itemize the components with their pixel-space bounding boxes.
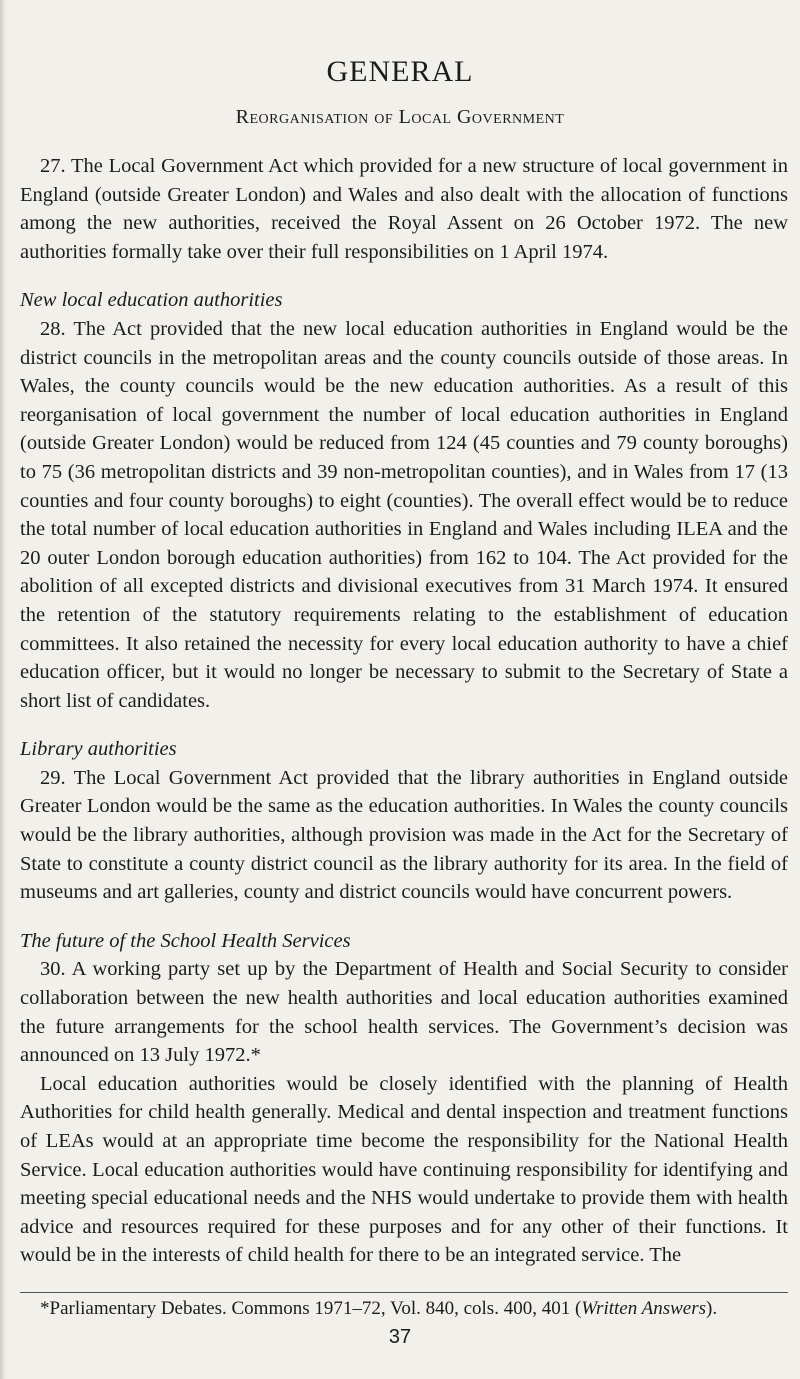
footnote-italic: Written Answers [581,1298,707,1319]
footnote-text: *Parliamentary Debates. Commons 1971–72, Vol. 840, cols. 400, 401 ( [40,1298,582,1319]
footnote [20,1296,788,1322]
paragraph-30: 30. A working party set up by the Department of Health and Social Security to consider collaboration between the new health authorities and local education authorities examined the future arrangements for the school health services. The Government’s decision was announced on 13 July 1972.* [20,958,788,1067]
paragraph-28: 28. The Act provided that the new local education authorities in England would be the district councils in the metropolitan areas and the county councils outside of those areas. In Wales, the county councils would be the new education authorities. As a result of this reorganisation of local government the number of local education authorities in England (outside Greater London) would be reduced from 124 (45 counties and 79 county boroughs) to 75 (36 metropolitan districts and 39 non-metropolitan counties), and in Wales from 17 (13 counties and four county boroughs) to eight (counties). The overall effect would be to reduce the total number of local education authorities in England and Wales including ILEA and the 20 outer London borough education authorities) from 162 to 104. The Act provided for the abolition of all excepted districts and divisional executives from 31 March 1974. It ensured the retention of the statutory requirements relating to the establishment of education committees. It also retained the necessity for every local education authority to have a chief education officer, but it would no longer be necessary to submit to the Secretary of State a short list of candidates. [20,317,788,712]
page-edge-shadow [0,0,6,1379]
body-text [20,152,788,1270]
paragraph-29: 29. The Local Government Act provided that the library authorities in England outside Greater London would be the same as the education authorities. In Wales the county councils would be the library authorities, although provision was made in the Act for the Secretary of State to constitute a county district council as the library authority for its area. In the field of museums and art galleries, county and district councils would have concurrent powers. [20,766,788,904]
subheading-school-health: The future of the School Health Services [20,929,351,952]
paragraph-30-continued: Local education authorities would be closely identified with the planning of Health Authorities for child health generally. Medical and dental inspection and treatment functions of LEAs would at an appropriate time become the responsibility for the National Health Service. Local education authorities would have continuing responsibility for identifying and meeting special educational needs and the NHS would undertake to provide them with health advice and resources required for these purposes and for any other of their functions. It would be in the interests of child health for there to be an integrated service. The [20,1072,788,1267]
page-number: 37 [388,1326,412,1348]
paragraph-27: 27. The Local Government Act which provided for a new structure of local government in England (outside Greater London) and Wales and also dealt with the allocation of functions among the new authorities, received the Royal Assent on 26 October 1972. The new authorities formally take over their full responsibilities on 1 April 1974. [20,155,788,263]
footnote-rule [20,1292,788,1293]
subheading-library-authorities: Library authorities [20,738,177,761]
subheading-new-lea: New local education authorities [20,289,283,312]
footnote-end: ). [706,1298,718,1319]
running-head: GENERAL [326,55,474,88]
section-title: Reorganisation of Local Government [235,106,565,128]
